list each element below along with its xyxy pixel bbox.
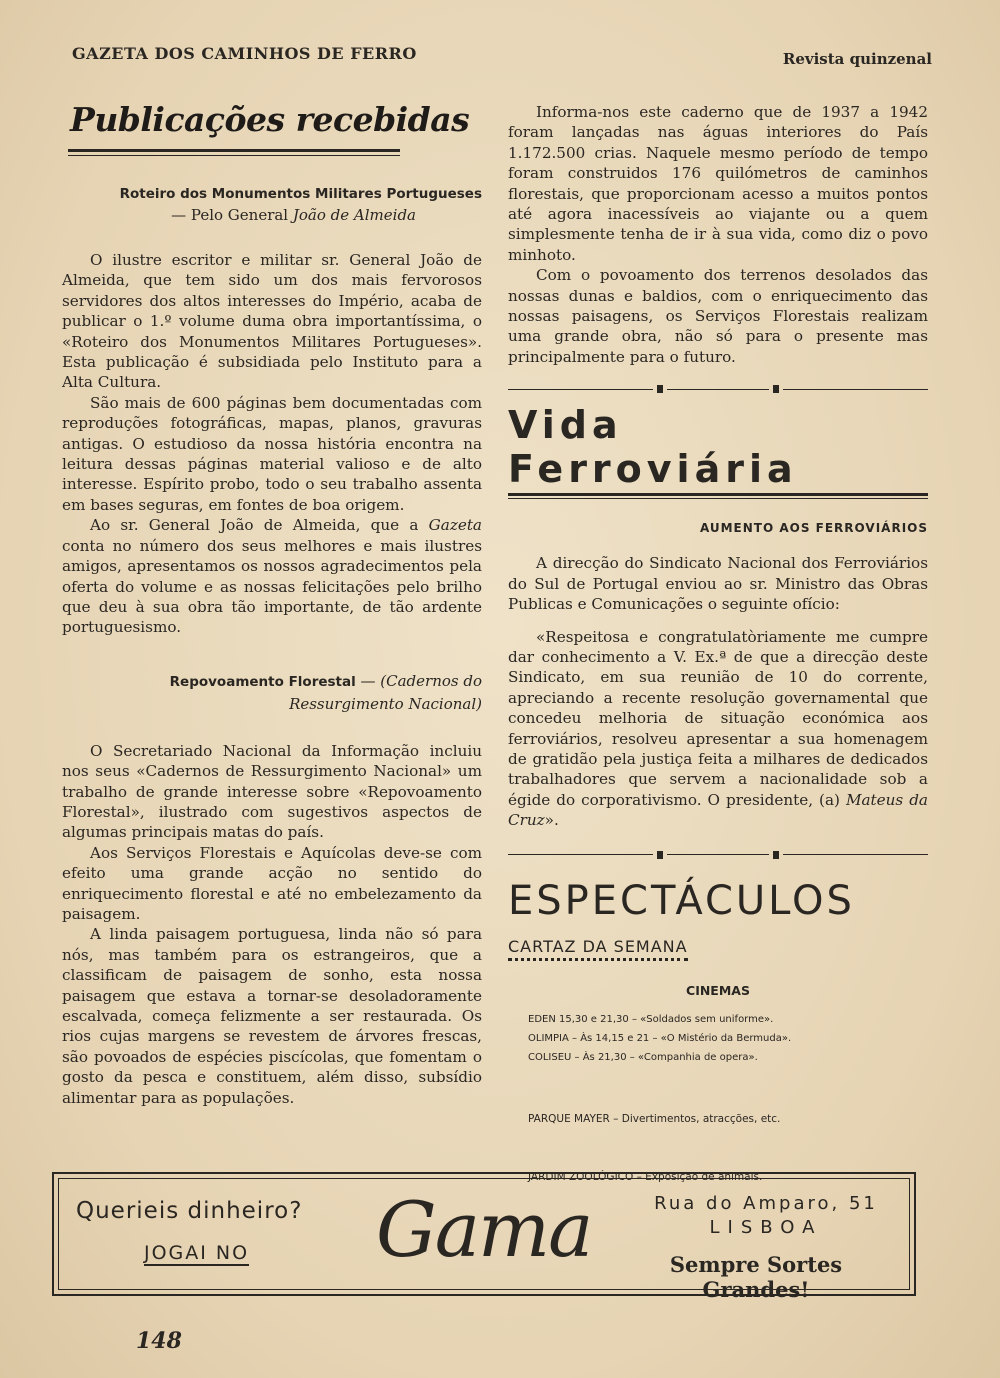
vida-paragraph-1: A direcção do Sindicato Nacional dos Ferroviários do Sul de Portugal enviou ao sr. Ministro das Obras Publicas e Comunicações o seguinte ofício: <box>508 554 928 614</box>
ad-question: Querieis dinheiro? <box>76 1198 303 1224</box>
parque-mayer-listing: PARQUE MAYER – Divertimentos, atracções, etc. <box>528 1112 781 1125</box>
ad-slogan: Sempre Sortes Grandes! <box>669 1252 843 1302</box>
book1-paragraph-3: Ao sr. General João de Almeida, que a Gazeta conta no número dos seus melhores e mais ilustres amigos, apresentamos os nossos agradecimentos pela oferta do volume e as nossas felicitações pelo brilho que deu à sua obra tão importante, de tão ardente portuguesismo. <box>62 516 482 637</box>
book1-paragraph-1: O ilustre escritor e militar sr. General João de Almeida, que tem sido um dos mais fervorosos servidores dos altos interesses do Império, acaba de publicar o 1.º volume duma obra importantíssima, o «Roteiro dos Monumentos Militares Portugueses». Esta publicação é subsidiada pelo Instituto para a Alta Cultura. <box>62 251 482 392</box>
cinema-listing: OLIMPIA – Às 14,15 e 21 – «O Mistério da Bermuda». <box>528 1032 792 1044</box>
vida-subtitle: AUMENTO AOS FERROVIÁRIOS <box>699 521 928 536</box>
book2-paragraph-2: Aos Serviços Florestais e Aquícolas deve-se com efeito uma grande acção no sentido do enriquecimento florestal e até no embelezamento da paisagem. <box>62 843 482 923</box>
book2-heading: Repovoamento Florestal — (Cadernos do Ressurgimento Nacional) <box>169 671 482 713</box>
book2-paragraph-3: A linda paisagem portuguesa, linda não só para nós, mas também para os estrangeiros, que a classificam de paisagem de sonho, esta nossa paisagem que estava a tornar-se desoladoramente escalvada, começa felizmente a ser restaurada. Os rios cujas margens se revestem de árvores frescas, são povoados de espécies piscícolas, que fomentam o gosto da pesca e constituem, além disso, subsídio alimentar para as populações. <box>62 925 482 1107</box>
masthead-title: GAZETA DOS CAMINHOS DE FERRO <box>72 44 417 63</box>
right-column <box>508 102 928 1183</box>
book1-heading: Roteiro dos Monumentos Militares Portugueses <box>119 186 482 202</box>
ornament-divider <box>508 383 928 395</box>
book1-paragraph-2: São mais de 600 páginas bem documentadas com reproduções fotográficas, mapas, planos, gravuras antigas. O estudioso da nossa história encontra na leitura dessas páginas material valioso e de alto interesse. Espírito probo, todo o seu trabalho assenta em bases seguras, em fontes de boa origem. <box>62 393 482 514</box>
book2-paragraph-4: Informa-nos este caderno que de 1937 a 1942 foram lançadas nas águas interiores do País 1.172.500 crias. Naquele mesmo período de tempo foram construidos 176 quilómetros de caminhos florestais, que proporcionam acesso a muitos pontos até agora inacessíveis ao viajante ou a quem simplesmente tenha de ir à sua vida, como diz o povo minhoto. <box>508 103 928 264</box>
cinemas-label: CINEMAS <box>686 982 750 998</box>
page-number: 148 <box>136 1328 182 1354</box>
gama-advertisement <box>52 1172 916 1302</box>
section-title-publicacoes: Publicações recebidas <box>70 100 470 139</box>
cinema-listing: EDEN 15,30 e 21,30 – «Soldados sem uniforme». <box>528 1013 774 1025</box>
jardim-zoologico-listing: JARDIM ZOOLÓGICO – Exposição de animais. <box>528 1170 763 1183</box>
title-rule <box>68 149 400 156</box>
vida-paragraph-2: «Respeitosa e congratulatòriamente me cumpre dar conhecimento a V. Ex.ª de que a direcção deste Sindicato, em sua reunião de 10 do corrente, apreciando a recente resolução governamental que concedeu melhoria de situação económica aos ferroviários, resolveu apresentar a sua homenagem de gratidão pela justiça feita a milhares de dedicados trabalhadores que servem a nacionalidade sob a égide do corporativismo. O presidente, (a) Mateus da Cruz». <box>508 627 928 830</box>
left-column <box>62 96 482 1108</box>
book1-subheading: — Pelo General João de Almeida <box>171 206 416 224</box>
vida-rule <box>508 493 928 499</box>
masthead-subtitle: Revista quinzenal <box>782 50 932 68</box>
cartaz-heading: CARTAZ DA SEMANA <box>508 937 688 961</box>
section-title-espectaculos: ESPECTÁCULOS <box>508 877 855 924</box>
ad-address: Rua do Amparo, 51 LISBOA <box>654 1193 878 1238</box>
cinema-listing: COLISEU – Às 21,30 – «Companhia de opera». <box>528 1051 758 1063</box>
ad-jogai: JOGAI NO <box>144 1242 250 1264</box>
book2-paragraph-5: Com o povoamento dos terrenos desolados das nossas dunas e baldios, com o enriquecimento das nossas paisagens, os Serviços Florestais realizam uma grande obra, não só para o presente mas principalmente para o futuro. <box>508 266 928 366</box>
section-title-vida-ferroviaria: Vida Ferroviária <box>508 403 798 492</box>
ornament-divider-2 <box>508 849 928 861</box>
gama-logo: Gama <box>376 1185 592 1274</box>
book2-paragraph-1: O Secretariado Nacional da Informação incluiu nos seus «Cadernos de Ressurgimento Nacional» um trabalho de grande interesse sobre «Repovoamento Florestal», ilustrado com sugestivos aspectos de algumas principais matas do país. <box>62 741 482 842</box>
